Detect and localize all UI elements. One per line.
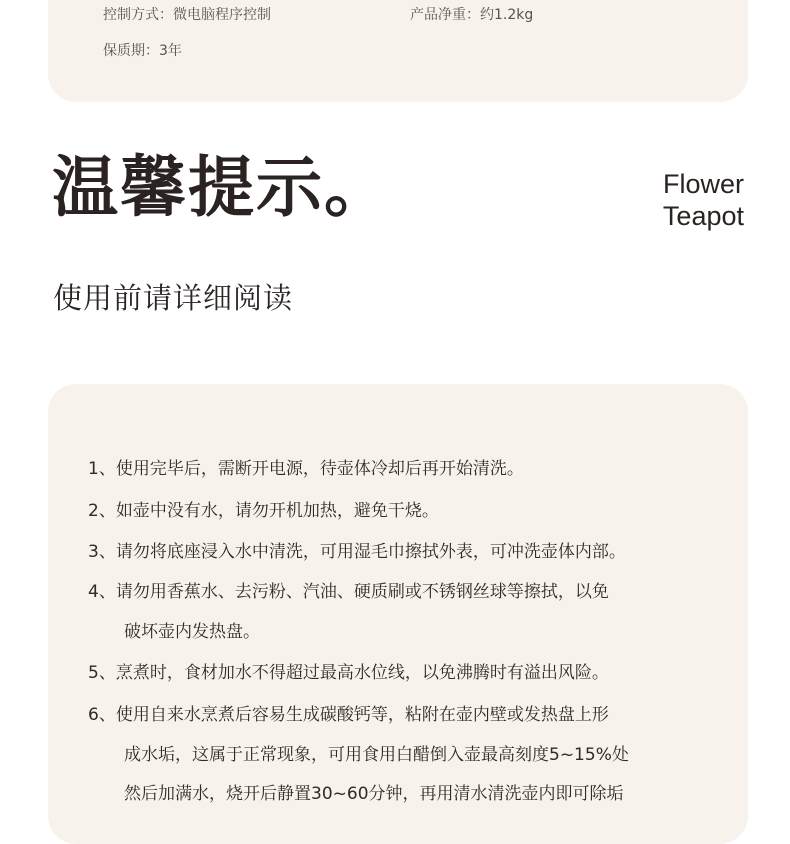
notice-item: 2、如壶中没有水，请勿开机加热，避免干烧。: [88, 501, 439, 521]
notice-item: 5、烹煮时，食材加水不得超过最高水位线，以免沸腾时有溢出风险。: [88, 663, 609, 683]
notice-item: 1、使用完毕后，需断开电源，待壶体冷却后再开始清洗。: [88, 459, 524, 479]
brand-line-2: Teapot: [662, 201, 744, 231]
page-title: 温馨提示。: [52, 149, 392, 226]
brand-name: [663, 168, 744, 232]
notice-item-continuation: 成水垢，这属于正常现象，可用食用白醋倒入壶最高刻度5~15%处: [124, 745, 629, 765]
notice-item-continuation: 然后加满水，烧开后静置30~60分钟，再用清水清洗壶内即可除垢: [124, 784, 624, 804]
notice-item: 3、请勿将底座浸入水中清洗，可用湿毛巾擦拭外表，可冲洗壶体内部。: [88, 542, 626, 562]
notice-item-continuation: 破坏壶内发热盘。: [124, 622, 260, 642]
spec-control-method: 控制方式：微电脑程序控制: [103, 7, 271, 23]
brand-line-1: Flower: [662, 169, 744, 199]
page-subtitle: 使用前请详细阅读: [53, 281, 294, 315]
notice-card: [48, 384, 748, 844]
spec-shelf-life: 保质期：3年: [103, 43, 182, 59]
notice-item: 6、使用自来水烹煮后容易生成碳酸钙等，粘附在壶内壁或发热盘上形: [88, 705, 609, 725]
notice-item: 4、请勿用香蕉水、去污粉、汽油、硬质刷或不锈钢丝球等擦拭，以免: [88, 582, 609, 602]
spec-net-weight: 产品净重：约1.2kg: [410, 7, 534, 23]
